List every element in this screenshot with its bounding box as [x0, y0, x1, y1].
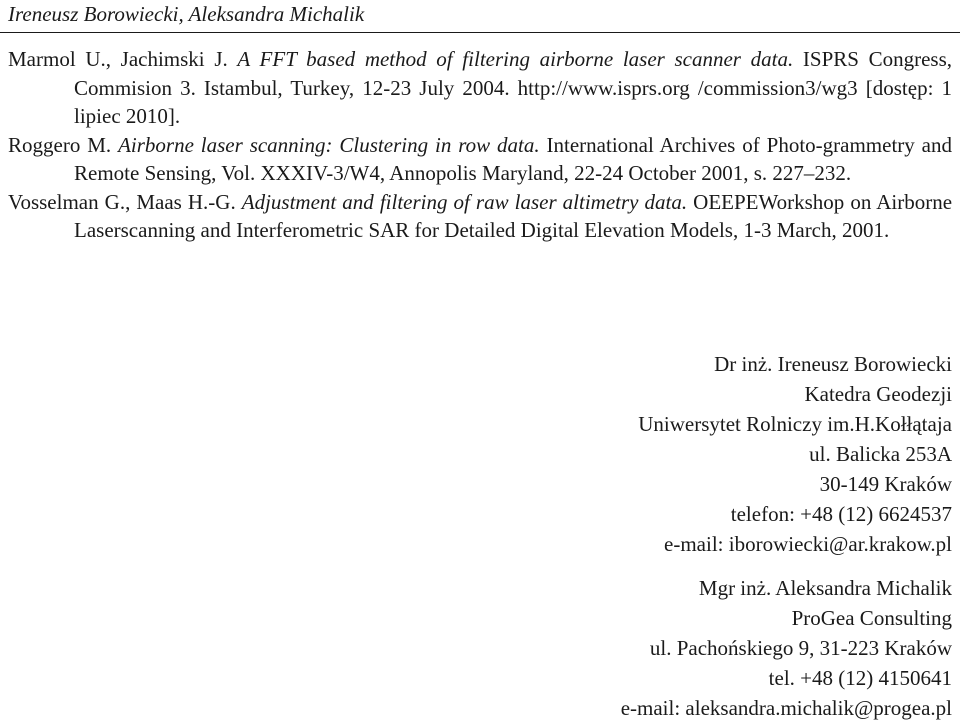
reference-details: OEEPEWorkshop on Airborne Laserscanning and Interferometric SAR for Detailed Digital Elevation Models, 1-3 March, 2001.: [74, 189, 953, 242]
reference-authors: Vosselman G., Maas H.-G.: [8, 189, 236, 214]
author-affiliation-michalik: [621, 573, 952, 723]
email: e-mail: iborowiecki@ar.krakow.pl: [664, 532, 952, 556]
department: Katedra Geodezji: [804, 382, 952, 406]
postal-city: 30-149 Kraków: [819, 472, 952, 496]
running-header: Ireneusz Borowiecki, Aleksandra Michalik: [8, 2, 365, 26]
company: ProGea Consulting: [791, 606, 952, 630]
street-address: ul. Balicka 253A: [809, 442, 952, 466]
reference-details: ISPRS Congress, Commision 3. Istambul, Turkey, 12-23 July 2004. http://www.isprs.org /commission3/wg3 [dostęp: 1 lipiec 2010].: [74, 47, 953, 128]
reference-title: Airborne laser scanning: Clustering in row data.: [118, 132, 540, 157]
phone: telefon: +48 (12) 6624537: [730, 502, 952, 526]
reference-authors: Marmol U., Jachimski J.: [8, 47, 228, 71]
author-name: Mgr inż. Aleksandra Michalik: [698, 576, 952, 600]
phone: tel. +48 (12) 4150641: [768, 666, 952, 690]
author-name: Dr inż. Ireneusz Borowiecki: [714, 352, 952, 376]
header-divider: [0, 32, 960, 33]
reference-authors: Roggero M.: [8, 132, 112, 157]
reference-list: [8, 45, 952, 245]
reference-entry: [8, 45, 952, 131]
reference-entry: [8, 188, 952, 245]
institution: Uniwersytet Rolniczy im.H.Kołłątaja: [638, 412, 952, 436]
reference-title: Adjustment and filtering of raw laser altimetry data.: [241, 189, 688, 214]
reference-entry: [8, 131, 952, 188]
email: e-mail: aleksandra.michalik@progea.pl: [620, 696, 952, 720]
reference-details: International Archives of Photo-grammetry and Remote Sensing, Vol. XXXIV-3/W4, Annopolis Maryland, 22-24 October 2001, s. 227–232.: [74, 132, 953, 185]
street-address: ul. Pachońskiego 9, 31-223 Kraków: [649, 636, 952, 660]
reference-title: A FFT based method of filtering airborne laser scanner data.: [237, 47, 794, 71]
author-affiliation-borowiecki: [638, 349, 952, 559]
